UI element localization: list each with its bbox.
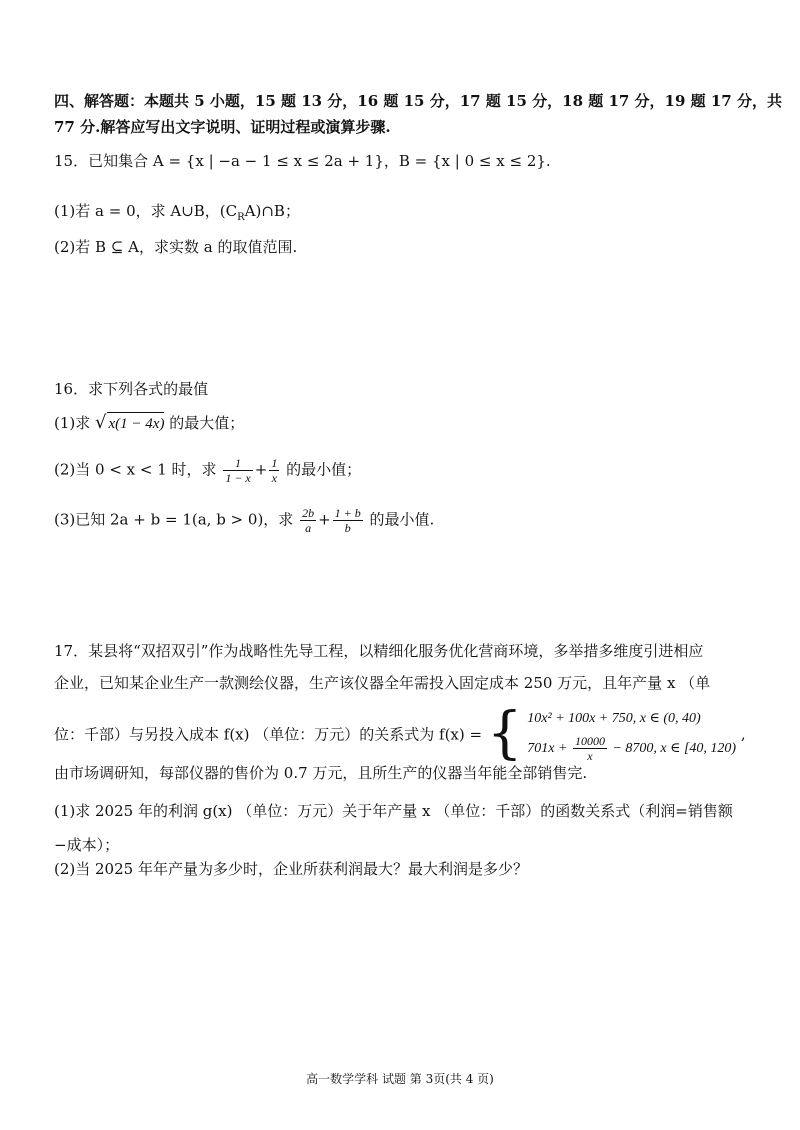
q17-case1: 10x² + 100x + 750, x ∈ (0, 40) — [527, 711, 701, 726]
q17-case2-a: 701x + — [527, 741, 568, 756]
section-heading-line1: 四、解答题：本题共 5 小题，15 题 13 分，16 题 15 分，17 题 15 分，18 题 17 分，19 题 17 分，共 — [54, 92, 782, 110]
q15-part1-text: (1)若 a = 0，求 A∪B，(C — [54, 202, 238, 220]
q16-p3-f2-den: b — [333, 520, 363, 535]
q16-p3-f1-num: 2b — [302, 506, 315, 520]
q15-part1-tail: A)∩B； — [244, 202, 300, 220]
q16-p2-suffix: 的最小值； — [286, 460, 362, 479]
q17-case2-den: x — [573, 748, 607, 763]
left-brace-icon: { — [486, 701, 523, 766]
q16-p2-fraction1 — [223, 456, 252, 485]
q17-case-end: , — [740, 725, 746, 743]
q16-p1-suffix: 的最大值； — [169, 414, 245, 432]
q17-case2-b: − 8700, x ∈ [40, 120) — [612, 741, 737, 756]
q17-case2-num: 10000 — [574, 734, 605, 749]
q15-part1-sub: R — [237, 212, 245, 223]
q17-line2: 企业，已知某企业生产一款测绘仪器，生产该仪器全年需投入固定成本 250 万元，且年产量 x （单 — [54, 674, 711, 692]
q16-p2-f2-den: x — [269, 470, 279, 485]
q17-part1-line2: −成本）； — [54, 836, 120, 854]
q16-p3-prefix: (3)已知 2a + b = 1(a, b > 0)，求 — [54, 510, 294, 529]
q16-part3 — [54, 506, 434, 535]
q17-piecewise — [527, 704, 736, 764]
q17-line3-prefix: 位：千部）与另投入成本 f(x) （单位：万元）的关系式为 f(x) = — [54, 725, 483, 744]
q17-case2-fraction — [573, 734, 607, 763]
q16-p2-f1-num: 1 — [235, 456, 242, 470]
q17-line1: 17．某县将“双招双引”作为战略性先导工程，以精细化服务优化营商环境，多举措多维度引进相应 — [54, 642, 704, 660]
q17-part2: (2)当 2025 年年产量为多少时，企业所获利润最大？最大利润是多少？ — [54, 860, 528, 878]
q17-part1-line1: (1)求 2025 年的利润 g(x) （单位：万元）关于年产量 x （单位：千部）的函数关系式（利润=销售额 — [54, 802, 733, 820]
q15-part1 — [54, 200, 300, 229]
section-heading-line2: 77 分.解答应写出文字说明、证明过程或演算步骤. — [54, 118, 391, 136]
q16-part2 — [54, 456, 361, 485]
q16-p3-fraction1 — [300, 506, 316, 535]
q16-p1-expr: x(1 − 4x) — [107, 412, 165, 435]
page-footer: 高一数学学科 试题 第 3页(共 4 页) — [306, 1072, 494, 1086]
q16-part1 — [54, 412, 244, 435]
q16-p1-prefix: (1)求 — [54, 414, 91, 432]
q17-case2 — [527, 734, 736, 764]
q16-p2-prefix: (2)当 0 < x < 1 时，求 — [54, 460, 217, 479]
q17-line4: 由市场调研知，每部仪器的售价为 0.7 万元，且所生产的仪器当年能全部销售完. — [54, 764, 588, 782]
q16-p3-f2-num: 1 + b — [334, 506, 361, 520]
q15-part2: (2)若 B ⊆ A，求实数 a 的取值范围. — [54, 238, 298, 256]
q16-p3-suffix: 的最小值. — [369, 510, 435, 529]
q16-p2-f1-den: 1 − x — [225, 471, 251, 485]
q16-p2-plus: + — [254, 460, 268, 479]
q16-p3-f1-den: a — [300, 520, 316, 535]
q17-line3 — [54, 701, 746, 766]
q16-p3-plus: + — [318, 510, 331, 529]
q15-stem: 15．已知集合 A = {x | −a − 1 ≤ x ≤ 2a + 1}，B = {x | 0 ≤ x ≤ 2}. — [54, 152, 551, 170]
q16-p2-f2-num: 1 — [271, 456, 278, 470]
sqrt-icon: √ — [95, 412, 107, 433]
q16-p2-fraction2 — [269, 456, 279, 485]
q16-stem: 16．求下列各式的最值 — [54, 380, 209, 398]
q16-p3-fraction2 — [333, 506, 363, 535]
